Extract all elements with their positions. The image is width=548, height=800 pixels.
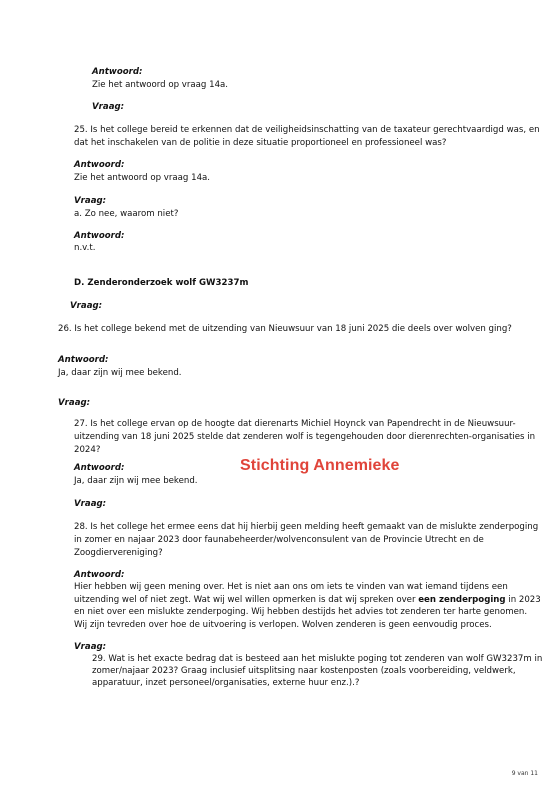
question-26-text: 26. Is het college bekend met de uitzending van Nieuwsuur van 18 juni 2025 die deels over wolven ging? <box>58 324 512 334</box>
question-25a-text: a. Zo nee, waarom niet? <box>74 209 179 219</box>
question-25-line-2: dat het inschakelen van de politie in deze situatie proportioneel en professioneel was? <box>74 138 447 148</box>
answer-label: Antwoord: <box>58 355 109 365</box>
answer-label: Antwoord: <box>74 570 125 580</box>
question-29-line-2: zomer/najaar 2023? Graag inclusief uitsplitsing naar kostenposten (zoals voorbereiding, veldwerk, <box>92 666 516 676</box>
question-label: Vraag: <box>74 642 107 652</box>
answer-label: Antwoord: <box>74 160 125 170</box>
answer-line-2 <box>74 594 541 606</box>
question-25-line-1: 25. Is het college bereid te erkennen dat de veiligheidsinschatting van de taxateur gerechtvaardigd was, en <box>74 125 540 135</box>
question-label: Vraag: <box>74 499 107 509</box>
answer-text: Zie het antwoord op vraag 14a. <box>74 173 211 183</box>
question-label: Vraag: <box>70 301 103 311</box>
question-28-line-1: 28. Is het college het ermee eens dat hij hierbij geen melding heeft gemaakt van de mislukte zenderpoging <box>74 522 539 532</box>
question-label: Vraag: <box>58 398 91 408</box>
answer-text: Zie het antwoord op vraag 14a. <box>92 80 229 90</box>
answer-line-4: Wij zijn tevreden over hoe de uitvoering is verlopen. Wolven zenderen is geen eenvoudig proces. <box>74 620 492 630</box>
answer-line-2-end: in 2023 <box>505 595 541 605</box>
answer-line-3: en niet over een mislukte zenderpoging. Wij hebben destijds het advies tot zenderen ter harte genomen. <box>74 607 528 617</box>
question-27-line-1: 27. Is het college ervan op de hoogte dat dierenarts Michiel Hoynck van Papendrecht in de Nieuwsuur- <box>74 419 516 429</box>
question-label: Vraag: <box>74 196 107 206</box>
answer-label: Antwoord: <box>74 463 125 473</box>
answer-label: Antwoord: <box>92 67 143 77</box>
answer-text: n.v.t. <box>74 243 96 253</box>
question-27-line-2: uitzending van 18 juni 2025 stelde dat zenderen wolf is tegengehouden door dierenrechten-organisaties in <box>74 432 536 442</box>
question-27-line-3: 2024? <box>74 445 101 455</box>
section-heading: D. Zenderonderzoek wolf GW3237m <box>74 278 249 288</box>
answer-emphasis: een zenderpoging <box>418 595 506 605</box>
stichting-annemieke-watermark: Stichting Annemieke <box>240 457 400 474</box>
answer-text: Ja, daar zijn wij mee bekend. <box>74 476 198 486</box>
answer-line-1: Hier hebben wij geen mening over. Het is niet aan ons om iets te vinden van wat iemand tijdens een <box>74 582 508 592</box>
question-label: Vraag: <box>92 102 125 112</box>
question-28-line-2: in zomer en najaar 2023 door faunabeheerder/wolvenconsulent van de Provincie Utrecht en de <box>74 535 484 545</box>
answer-line-2-start: uitzending wel of niet zegt. Wat wij wel willen opmerken is dat wij spreken over <box>74 595 416 605</box>
page-number: 9 van 11 <box>511 770 538 777</box>
answer-label: Antwoord: <box>74 231 125 241</box>
answer-text: Ja, daar zijn wij mee bekend. <box>58 368 182 378</box>
question-28-line-3: Zoogdiervereniging? <box>74 548 163 558</box>
question-29-line-3: apparatuur, inzet personeel/organisaties, externe huur enz.).? <box>92 678 360 688</box>
question-29-line-1: 29. Wat is het exacte bedrag dat is besteed aan het mislukte poging tot zenderen van wolf GW3237m in <box>92 654 543 664</box>
